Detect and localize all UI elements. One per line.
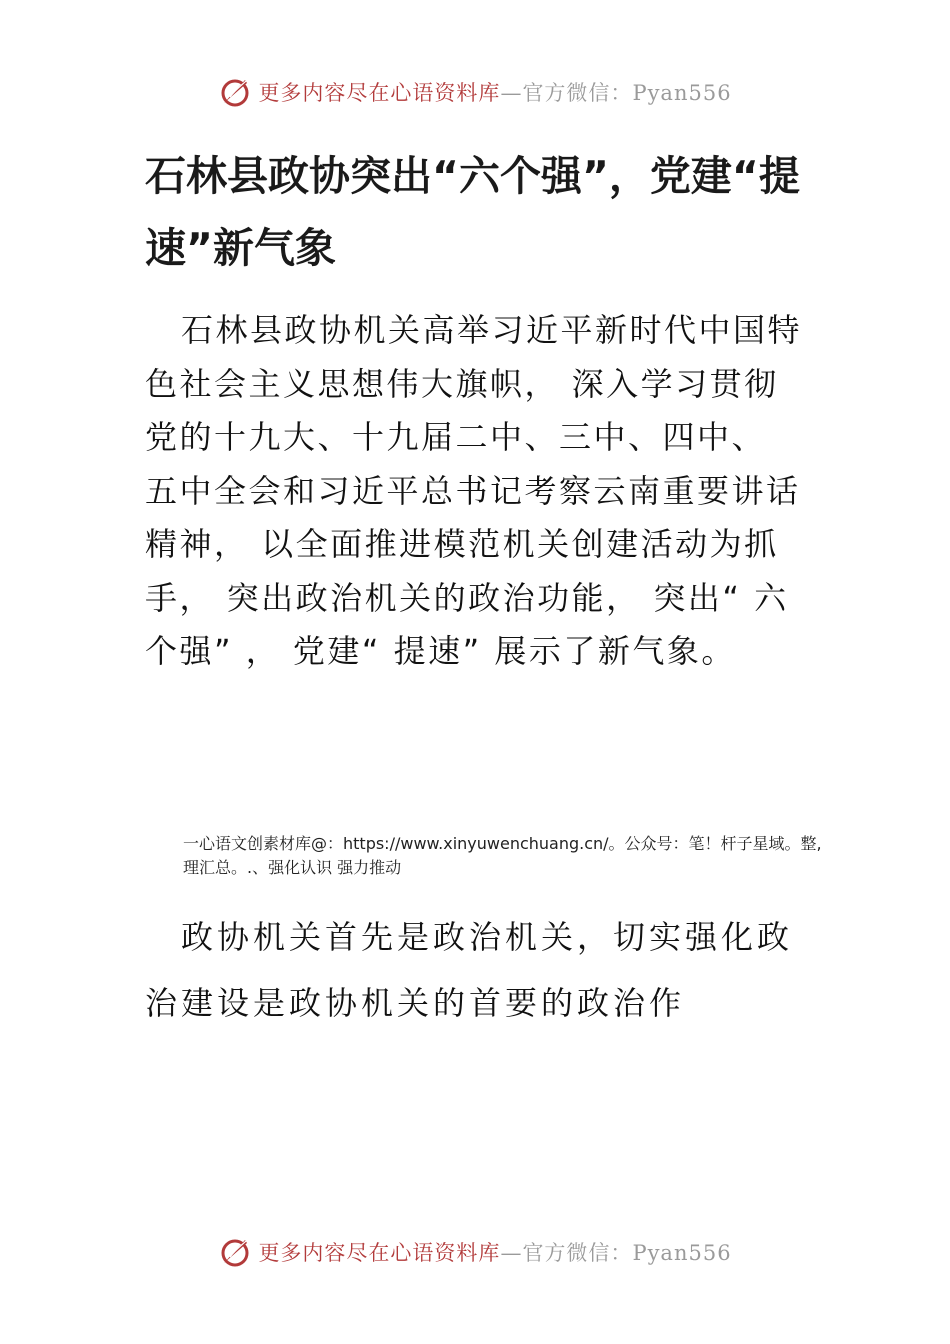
footer-account: Pyan556 — [632, 1241, 732, 1265]
header-wechat-text: 官方微信： — [522, 81, 633, 105]
article-title: 石林县政协突出“六个强”，党建“提速”新气象 — [145, 152, 800, 272]
footer-wechat-text: 官方微信： — [522, 1241, 633, 1265]
source-note: 一心语文创素材库@：https://www.xinyuwenchuang.cn/。公众号：笔！杆子星域。整,理汇总。.、强化认识 强力推动 — [183, 834, 822, 877]
article-paragraph-2: 政协机关首先是政治机关，切实强化政治建设是政协机关的首要的政治作 — [145, 918, 794, 1022]
footer-banner-text — [258, 1237, 731, 1267]
header-brand-text: 更多内容尽在心语资料库 — [258, 81, 501, 105]
header-banner — [0, 70, 950, 114]
quill-logo-icon — [218, 75, 252, 109]
article-paragraph-1: 石林县政协机关高举习近平新时代中国特色社会主义思想伟大旗帜， 深入学习贯彻党的十九大、十九届二中、三中、四中、 五中全会和习近平总书记考察云南重要讲话精神， 以全面推进模范机关创建活动为抓手， 突出政治机关的政治功能， 突出“ 六个强” ， 党建“ 提速” 展示了新气象。 — [145, 311, 803, 670]
header-separator: — — [500, 81, 523, 105]
header-account: Pyan556 — [632, 81, 732, 105]
footer-banner — [0, 1230, 950, 1274]
header-banner-text — [258, 77, 731, 107]
footer-separator: — — [500, 1241, 523, 1265]
footer-brand-text: 更多内容尽在心语资料库 — [258, 1241, 501, 1265]
quill-logo-icon — [218, 1235, 252, 1269]
